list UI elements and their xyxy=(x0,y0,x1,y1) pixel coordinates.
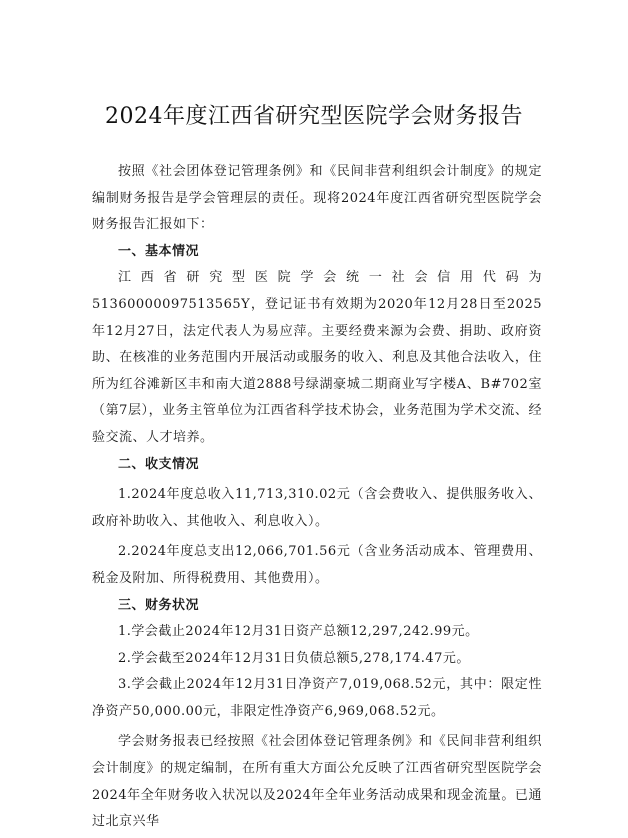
intro-paragraph: 按照《社会团体登记管理条例》和《民间非营利组织会计制度》的规定编制财务报告是学会管理层的责任。现将2024年度江西省研究型医院学会财务报告汇报如下： xyxy=(92,164,542,233)
closing-paragraph: 学会财务报表已经按照《社会团体登记管理条例》和《民间非营利组织会计制度》的规定编制，在所有重大方面公允反映了江西省研究型医院学会2024年全年财务收入状况以及2024年全年业务活动成果和现金流量。已通过北京兴华 xyxy=(92,734,542,830)
net-assets-paragraph: 3.学会截止2024年12月31日净资产7,019,068.52元，其中：限定性净资产50,000.00元，非限定性净资产6,969,068.52元。 xyxy=(92,677,542,719)
income-paragraph: 1.2024年度总收入11,713,310.02元（含会费收入、提供服务收入、政府补助收入、其他收入、利息收入）。 xyxy=(92,487,542,529)
section-heading-basic-info: 一、基本情况 xyxy=(118,243,200,259)
section-heading-income-expense: 二、收支情况 xyxy=(118,456,200,472)
document-body xyxy=(92,159,542,836)
assets-paragraph: 1.学会截止2024年12月31日资产总额12,297,242.99元。 xyxy=(118,624,479,640)
expense-paragraph: 2.2024年度总支出12,066,701.56元（含业务活动成本、管理费用、税金及附加、所得税费用、其他费用）。 xyxy=(92,544,542,586)
liabilities-paragraph: 2.学会截至2024年12月31日负债总额5,278,174.47元。 xyxy=(118,650,470,666)
section-heading-financial-status: 三、财务状况 xyxy=(118,597,200,613)
document-title: 2024年度江西省研究型医院学会财务报告 xyxy=(105,104,523,129)
basic-info-paragraph: 江西省研究型医院学会统一社会信用代码为51360000097513565Y，登记证书有效期为2020年12月28日至2025年12月27日，法定代表人为易应萍。主要经费来源为会费、捐助、政府资助、在核准的业务范围内开展活动或服务的收入、利息及其他合法收入，住所为红谷滩新区丰和南大道2888号绿湖豪城二期商业写字楼A、B#702室（第7层），业务主管单位为江西省科学技术协会，业务范围为学术交流、经验交流、人才培养。 xyxy=(92,270,542,445)
